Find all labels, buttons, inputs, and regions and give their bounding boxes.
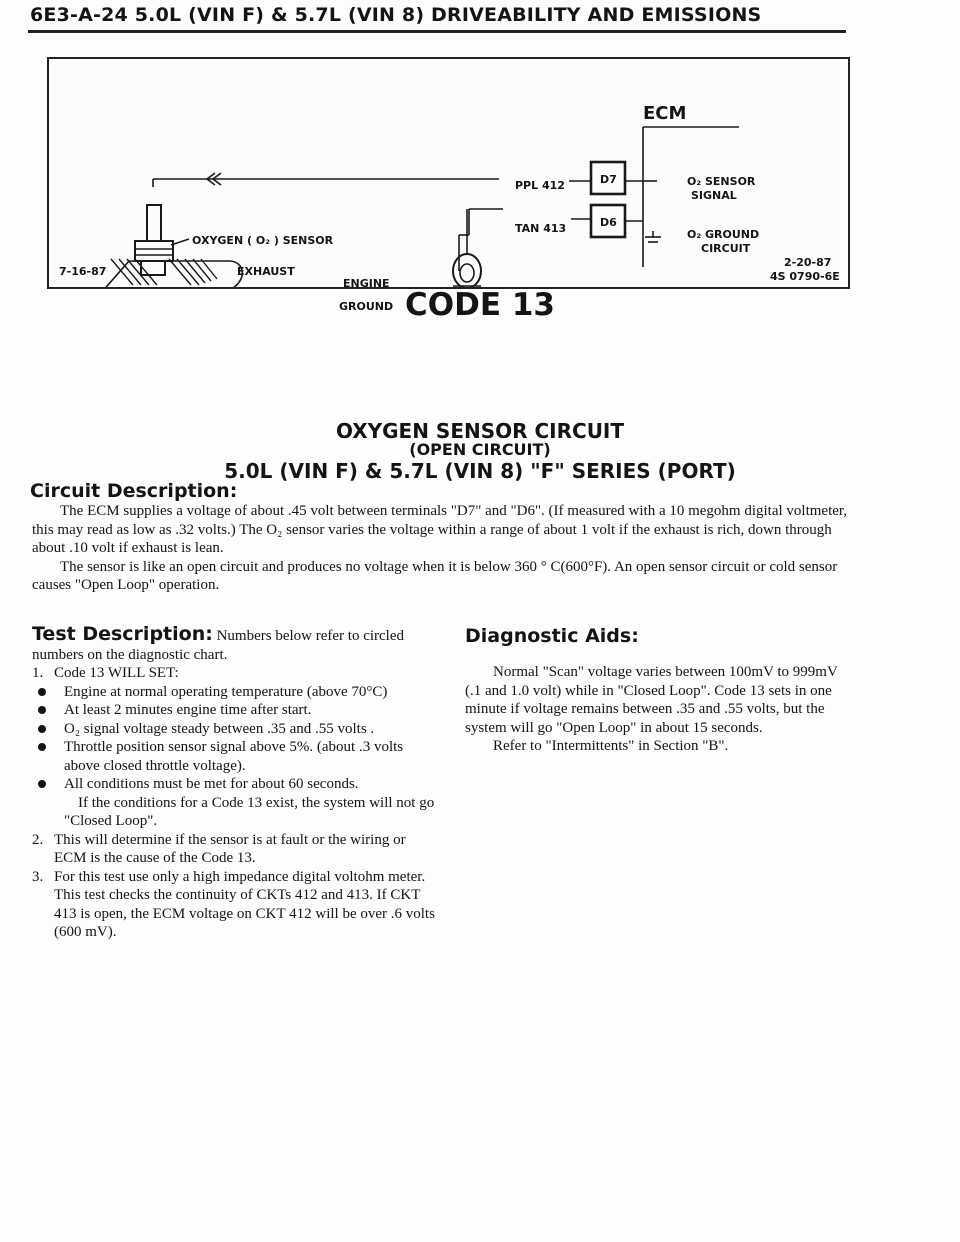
test-item-2-number: 2. [32,831,44,848]
test-item-2-text: This will determine if the sensor is at fault or the wiring or ECM is the cause of the Code 13. [54,831,406,866]
condition-text: At least 2 minutes engine time after start. [64,702,312,718]
condition-text: O₂ signal voltage steady between .35 and .55 volts . [64,720,375,737]
condition-text: Engine at normal operating temperature (above 70°C) [64,683,388,700]
diagram-ref-number: 4S 0790-6E [770,270,840,283]
test-item-3-text: For this test use only a high impedance digital voltohm meter. This test checks the continuity of CKTs 412 and 413. If CKT 413 is open, the ECM voltage on CKT 412 will be over .6 volts (600 mV). [54,868,435,940]
closed-loop-note: If the conditions for a Code 13 exist, the system will not go "Closed Loop". [64,794,435,829]
condition-bullet [32,720,440,739]
subtitle-engine-series: 5.0L (VIN F) & 5.7L (VIN 8) "F" SERIES (PORT) [224,459,736,483]
test-item-1-number: 1. [32,665,44,681]
diagnostic-aids-heading: Diagnostic Aids: [465,625,639,647]
test-item-3 [32,868,440,942]
terminal-d6-label: D6 [600,216,617,229]
exhaust-label: EXHAUST [237,265,295,278]
test-item-2 [32,831,440,868]
wire-ppl-412-label: PPL 412 [515,179,565,192]
diagnostic-aids-para-1: Normal "Scan" voltage varies between 100mV to 999mV (.1 and 1.0 volt) while in "Closed Loop". Code 13 sets in one minute if voltage remains between .35 and .55 volts, but the system will go "Open Loop" in about 15 seconds. [465,664,838,736]
o2-sensor-signal-label-2: SIGNAL [691,189,737,202]
condition-bullet [32,701,440,720]
o2-sensor-signal-label-1: O₂ SENSOR [687,175,756,188]
wire-tan-413-label: TAN 413 [515,222,567,235]
ecm-label: ECM [643,103,687,124]
circuit-description-body [32,502,852,595]
page-header: 6E3-A-24 5.0L (VIN F) & 5.7L (VIN 8) DRIVEABILITY AND EMISSIONS [30,4,762,26]
condition-text: Throttle position sensor signal above 5%. (about .3 volts above closed throttle voltage). [64,739,404,774]
circuit-description-para-2: The sensor is like an open circuit and produces no voltage when it is below 360 ° C(600°F). An open sensor circuit or cold sensor causes "Open Loop" operation. [32,558,838,593]
header-rule [28,30,846,33]
test-item-3-number: 3. [32,868,44,885]
o2-ground-circuit-label-1: O₂ GROUND [687,228,760,241]
engine-ground-label-1: ENGINE [343,277,390,290]
test-description-heading: Test Description: [32,623,213,645]
engine-ground-label-2: GROUND [339,300,394,313]
code-title: CODE 13 [405,287,555,323]
subtitle-open-circuit: (OPEN CIRCUIT) [409,440,551,459]
condition-bullet [32,683,440,702]
circuit-description-heading: Circuit Description: [30,480,238,502]
diagnostic-aids-para-2: Refer to "Intermittents" in Section "B". [493,738,729,754]
condition-text: All conditions must be met for about 60 seconds. [64,776,359,792]
oxygen-sensor-label: OXYGEN ( O₂ ) SENSOR [192,234,334,247]
subtitle-oxygen-sensor-circuit: OXYGEN SENSOR CIRCUIT [335,419,625,443]
diagnostic-aids-body [465,663,853,756]
condition-bullet [32,775,440,794]
condition-bullet [32,738,440,775]
o2-ground-circuit-label-2: CIRCUIT [701,242,751,255]
circuit-description-para-1: The ECM supplies a voltage of about .45 volt between terminals "D7" and "D6". (If measured with a 10 megohm digital voltmeter, this may read as low as .32 volts.) The O₂ sensor varies the voltage within a range of about 1 volt if the exhaust is rich, down through about .10 volt if exhaust is lean. [32,503,848,556]
test-description [32,625,440,942]
test-description-intro: Numbers below refer to circled numbers on the diagnostic chart. [32,628,404,663]
diagram-date-left: 7-16-87 [59,265,107,278]
test-item-1-text: Code 13 WILL SET: [54,665,179,681]
terminal-d7-label: D7 [600,173,617,186]
diagram-date-right: 2-20-87 [784,256,832,269]
test-item-1 [32,664,440,683]
